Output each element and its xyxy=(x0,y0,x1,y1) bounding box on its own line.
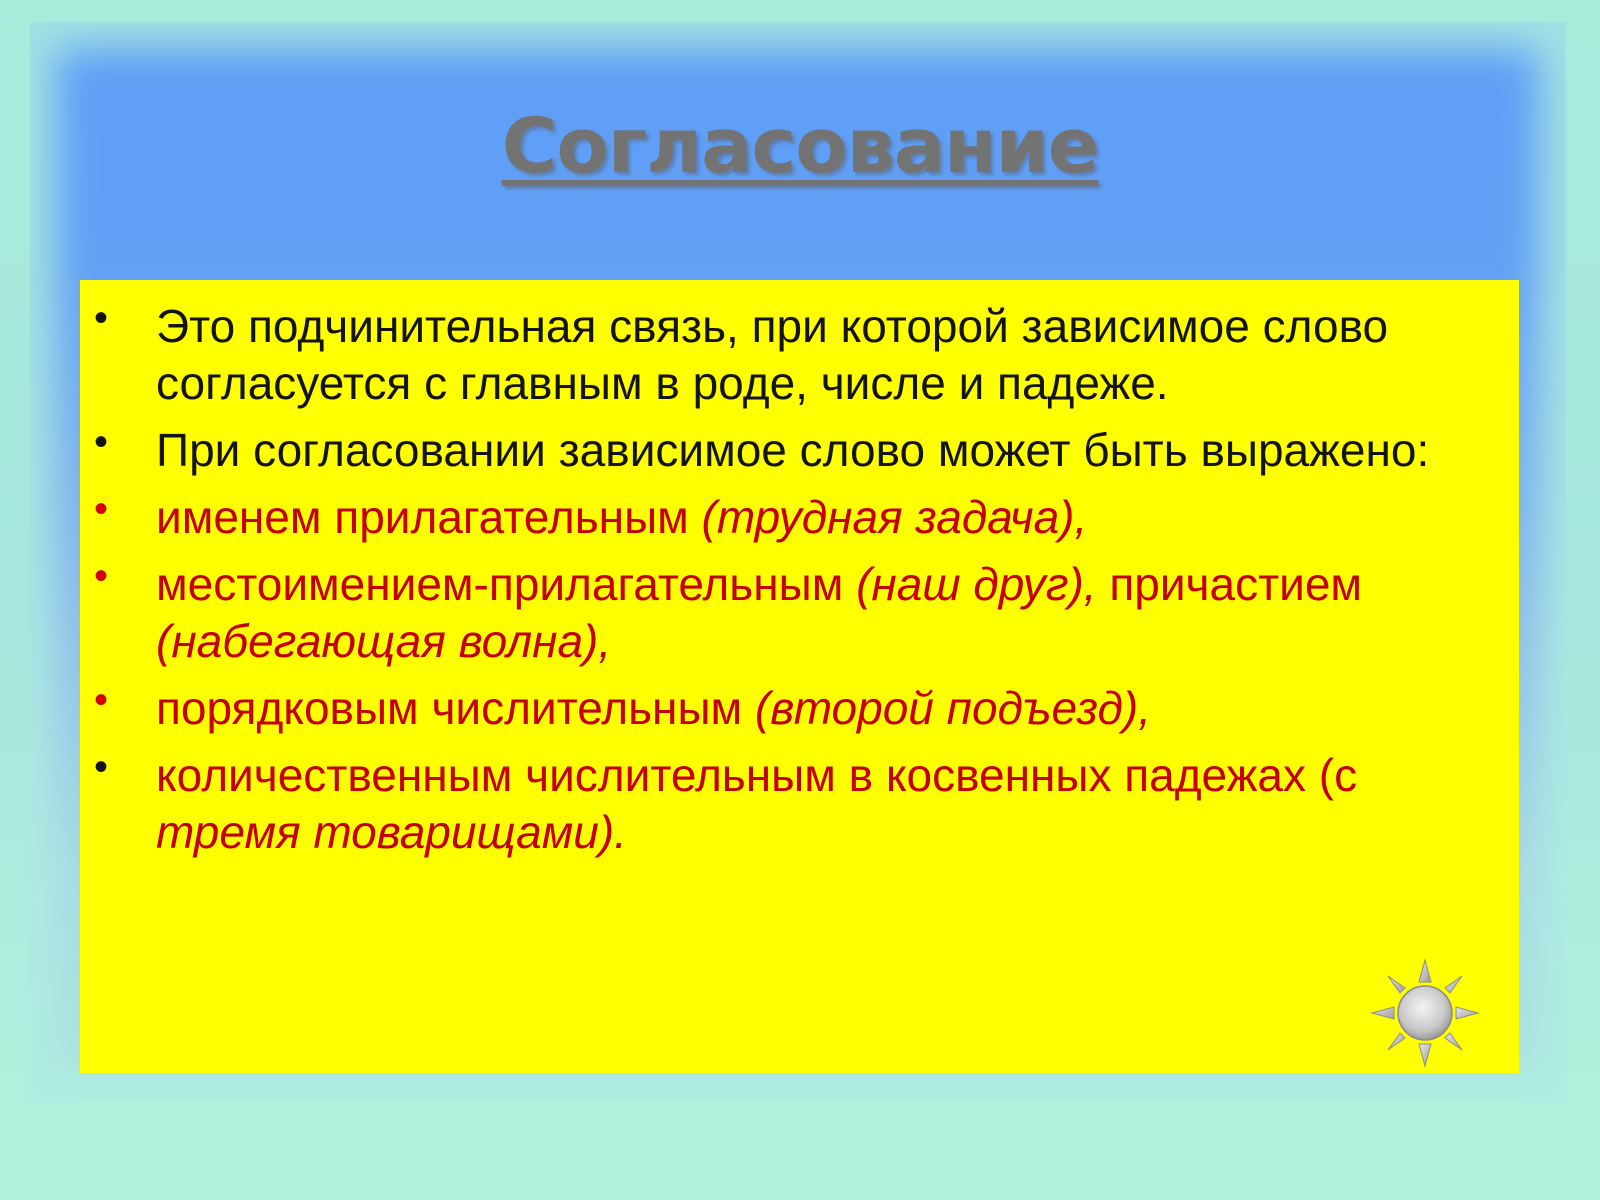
bullet-term: количественным числительным в косвенных падежах (с xyxy=(156,749,1358,801)
bullet-marker: • xyxy=(94,745,109,789)
bullet-adjective xyxy=(80,489,1500,546)
bullet-text: При согласовании зависимое слово может быть выражено: xyxy=(156,424,1430,476)
bullet-marker: • xyxy=(94,554,109,598)
bullet-term: местоимением-прилагательным xyxy=(156,558,857,610)
bullet-cardinal-numeral xyxy=(80,747,1500,861)
bullet-list xyxy=(80,298,1500,871)
bullet-example-2: (набегающая волна), xyxy=(156,615,612,667)
bullet-example: (наш друг), xyxy=(856,558,1097,610)
bullet-example: (трудная задача), xyxy=(701,491,1088,543)
bullet-ordinal-numeral xyxy=(80,680,1500,737)
bullet-marker: • xyxy=(94,487,109,531)
slide-title: Согласование xyxy=(501,101,1099,190)
bullet-text: Это подчинительная связь, при которой зависимое слово согласуется с главным в роде, числе и падеже. xyxy=(156,300,1389,409)
bullet-pronoun-participle xyxy=(80,556,1500,670)
bullet-example: тремя товарищами). xyxy=(156,806,627,858)
bullet-text xyxy=(156,747,1500,861)
bullet-term: именем прилагательным xyxy=(156,491,702,543)
sun-icon xyxy=(1370,958,1480,1068)
bullet-expression-intro xyxy=(80,422,1500,479)
bullet-example: (второй подъезд), xyxy=(754,682,1151,734)
content-box xyxy=(80,280,1519,1073)
bullet-text xyxy=(156,489,1500,546)
bullet-term: порядковым числительным xyxy=(156,682,755,734)
bullet-marker: • xyxy=(94,296,109,340)
bullet-term-2: причастием xyxy=(1096,558,1363,610)
bullet-marker: • xyxy=(94,420,109,464)
bullet-text xyxy=(156,680,1500,737)
bullet-definition xyxy=(80,298,1500,412)
bullet-text xyxy=(156,556,1500,670)
bullet-marker: • xyxy=(94,678,109,722)
